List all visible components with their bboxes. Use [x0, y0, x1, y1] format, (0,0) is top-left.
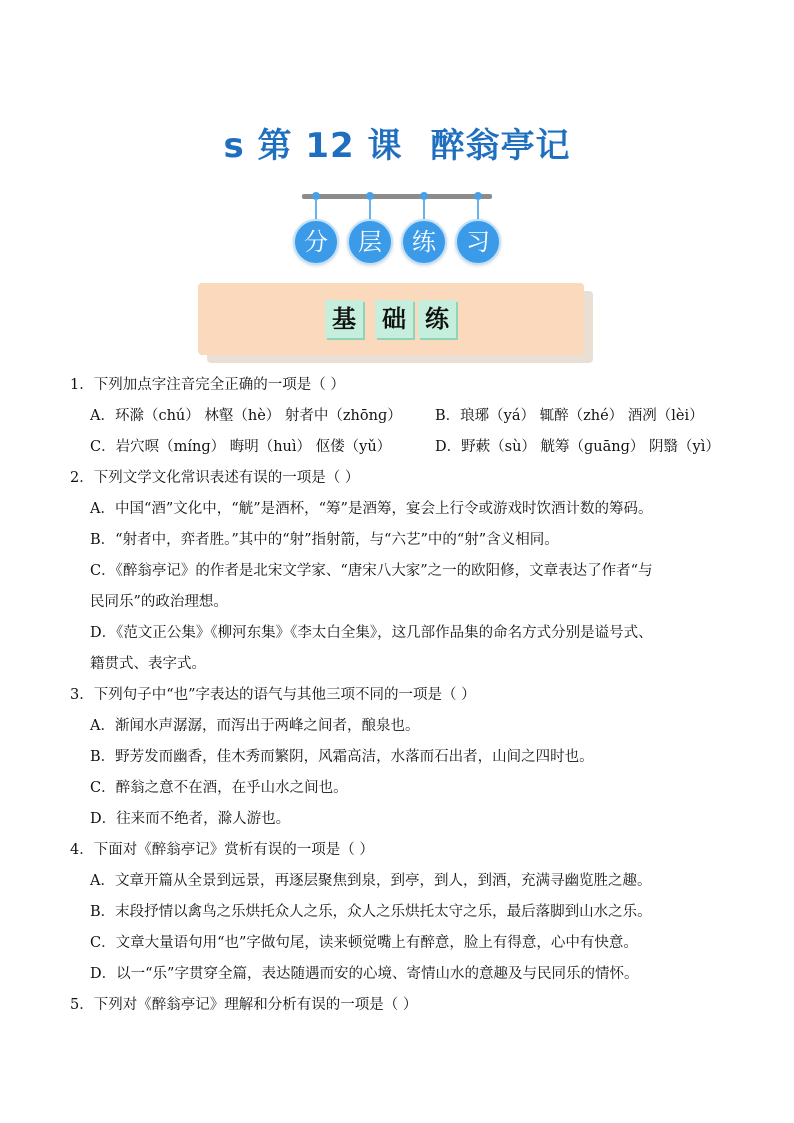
- option-b: B．“射者中，弈者胜。”其中的“射”指射箭，与“六艺”中的“射”含义相同。: [90, 532, 559, 548]
- bubble-string: [315, 199, 317, 219]
- question-stem: 2．下列文学文化常识表述有误的一项是（ ）: [70, 470, 360, 486]
- option-c: C．文章大量语句用“也”字做句尾，读来顿觉嘴上有醉意，脸上有得意，心中有快意。: [90, 935, 638, 951]
- option-row: [70, 432, 740, 463]
- option-c: C．《醉翁亭记》的作者是北宋文学家、“唐宋八大家”之一的欧阳修，文章表达了作者“与: [90, 563, 653, 579]
- option-d: D．以一“乐”字贯穿全篇，表达随遇而安的心境、寄情山水的意趣及与民同乐的情怀。: [90, 966, 639, 982]
- hanging-rail: [302, 194, 492, 199]
- bubble-string: [477, 199, 479, 219]
- option-b: B．琅琊（yá） 辄醉（zhé） 酒冽（lèi）: [435, 408, 704, 424]
- option-a: A．中国“酒”文化中，“觥”是酒杯，“筹”是酒筹，宴会上行令或游戏时饮酒计数的筹码。: [90, 501, 653, 517]
- section-tile: 础: [375, 300, 413, 338]
- tag-bubble: 层: [347, 219, 393, 265]
- option-d: D．往来而不绝者，滁人游也。: [90, 811, 291, 827]
- bubble-string: [423, 199, 425, 219]
- question-stem: 3．下列句子中“也”字表达的语气与其他三项不同的一项是（ ）: [70, 687, 476, 703]
- option-a: A．环滁（chú） 林壑（hè） 射者中（zhōnɡ）: [90, 408, 402, 424]
- lesson-number: s 第 12 课: [223, 126, 403, 166]
- tag-bubble: 分: [293, 219, 339, 265]
- option-a: A．文章开篇从全景到远景，再逐层聚焦到泉，到亭，到人，到酒，充满寻幽览胜之趣。: [90, 873, 652, 889]
- option-row: [70, 401, 740, 432]
- question-list: [70, 370, 740, 1021]
- question-stem: 5．下列对《醉翁亭记》理解和分析有误的一项是（ ）: [70, 997, 418, 1013]
- option-c: C．醉翁之意不在酒，在乎山水之间也。: [90, 780, 348, 796]
- option-c-continued: 民同乐”的政治理想。: [90, 594, 228, 610]
- page-title: [0, 118, 794, 167]
- option-d: D．野蔌（sù） 觥筹（ɡuānɡ） 阴翳（yì）: [435, 439, 720, 455]
- question-stem: 4．下面对《醉翁亭记》赏析有误的一项是（ ）: [70, 842, 374, 858]
- option-d-continued: 籍贯式、表字式。: [90, 656, 206, 672]
- option-b: B．野芳发而幽香，佳木秀而繁阴，风霜高洁，水落而石出者，山间之四时也。: [90, 749, 594, 765]
- lesson-name: 醉翁亭记: [430, 126, 571, 166]
- option-b: B．末段抒情以禽鸟之乐烘托众人之乐，众人之乐烘托太守之乐，最后落脚到山水之乐。: [90, 904, 652, 920]
- option-d: D．《范文正公集》《柳河东集》《李太白全集》，这几部作品集的命名方式分别是谥号式、: [90, 625, 653, 641]
- question-stem: 1．下列加点字注音完全正确的一项是（ ）: [70, 377, 345, 393]
- section-tile: 基: [325, 300, 363, 338]
- option-a: A．渐闻水声潺潺，而泻出于两峰之间者，酿泉也。: [90, 718, 420, 734]
- tag-bubble: 习: [455, 219, 501, 265]
- option-c: C．岩穴暝（mínɡ） 晦明（huì） 伛偻（yǔ）: [90, 439, 392, 455]
- bubble-string: [369, 199, 371, 219]
- tag-bubble: 练: [401, 219, 447, 265]
- section-tile: 练: [418, 300, 456, 338]
